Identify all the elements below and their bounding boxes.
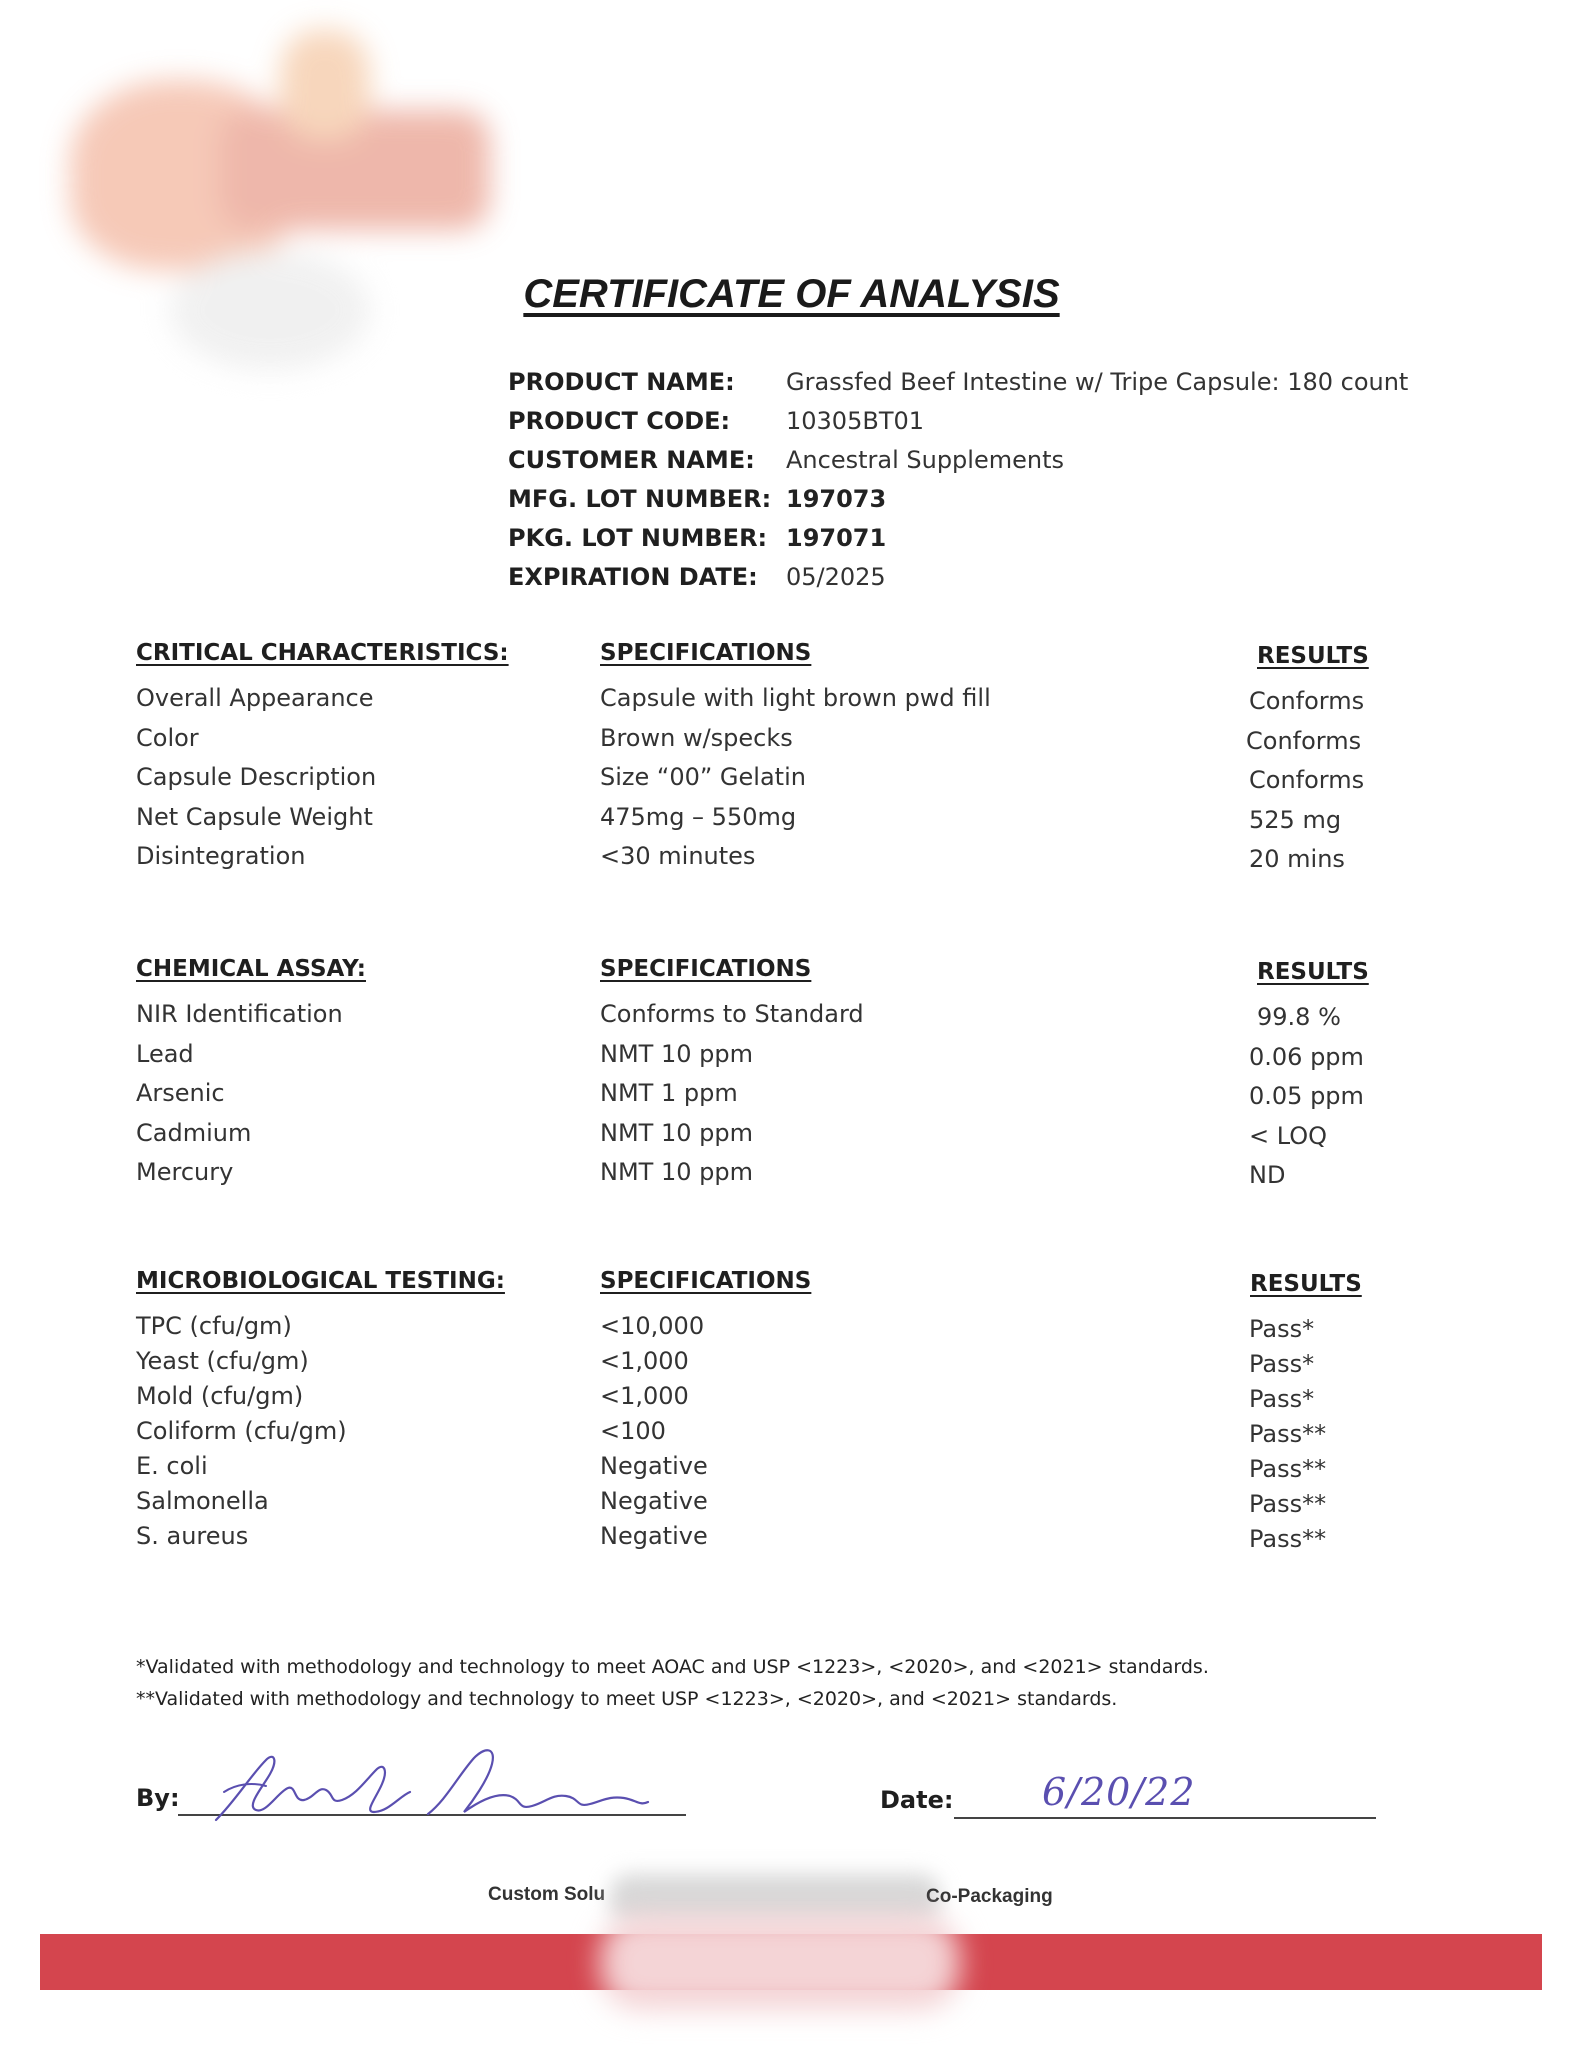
- test-spec: NMT 10 ppm: [600, 1118, 753, 1147]
- expiration-date-row: [508, 557, 1408, 596]
- document-title: CERTIFICATE OF ANALYSIS: [523, 272, 1060, 316]
- test-name: Lead: [136, 1039, 194, 1068]
- table-row: [136, 1158, 1386, 1198]
- test-name: Mercury: [136, 1158, 234, 1186]
- footnote-usp: **Validated with methodology and technology to meet USP <1223>, <2020>, and <2021> standards.: [136, 1688, 1118, 1710]
- table-row: [136, 724, 1386, 764]
- test-spec: Conforms to Standard: [600, 1000, 864, 1028]
- test-name: NIR Identification: [136, 1000, 343, 1028]
- table-row: [136, 1382, 1386, 1417]
- footnotes: [136, 1651, 1209, 1715]
- test-name: Salmonella: [136, 1487, 269, 1515]
- table-row: [136, 1312, 1386, 1347]
- test-spec: <100: [600, 1417, 666, 1445]
- test-name: Color: [136, 723, 199, 752]
- critical-characteristics-section: [136, 640, 1386, 882]
- table-row: [136, 1487, 1386, 1522]
- test-name: Disintegration: [136, 842, 306, 870]
- test-result: 99.8 %: [1257, 1003, 1341, 1031]
- results-heading: RESULTS: [1257, 643, 1369, 669]
- test-name: Overall Appearance: [136, 684, 374, 712]
- test-result: Pass**: [1249, 1525, 1327, 1553]
- table-row: [136, 1079, 1386, 1119]
- test-result: Conforms: [1249, 687, 1365, 715]
- spec-heading: SPECIFICATIONS: [600, 640, 812, 666]
- test-name: S. aureus: [136, 1522, 249, 1550]
- table-row: [136, 1452, 1386, 1487]
- section-header: [136, 640, 1386, 684]
- date-label: Date:: [880, 1786, 954, 1814]
- info-label: CUSTOMER NAME:: [508, 445, 755, 474]
- test-name: TPC (cfu/gm): [136, 1312, 292, 1340]
- test-name: Yeast (cfu/gm): [136, 1347, 309, 1375]
- by-label: By:: [136, 1784, 180, 1812]
- test-spec: <1,000: [600, 1347, 689, 1375]
- test-spec: NMT 10 ppm: [600, 1158, 753, 1186]
- table-row: [136, 1040, 1386, 1080]
- section-heading: MICROBIOLOGICAL TESTING:: [136, 1268, 505, 1294]
- test-spec: NMT 10 ppm: [600, 1039, 753, 1068]
- test-result: Pass**: [1249, 1490, 1327, 1518]
- test-result: Pass**: [1249, 1420, 1327, 1448]
- microbiological-testing-section: [136, 1268, 1386, 1557]
- customer-name-value: Ancestral Supplements: [786, 445, 1064, 474]
- pkg-lot-value: 197071: [786, 523, 887, 552]
- signoff-area: [136, 1740, 1386, 1830]
- test-result: Pass*: [1249, 1315, 1315, 1343]
- test-spec: Negative: [600, 1522, 708, 1550]
- table-row: [136, 1119, 1386, 1159]
- pkg-lot-row: [508, 518, 1408, 557]
- test-name: E. coli: [136, 1452, 208, 1480]
- test-name: Arsenic: [136, 1079, 225, 1107]
- section-heading: CHEMICAL ASSAY:: [136, 956, 366, 982]
- footer-company-left: Custom Solu: [488, 1884, 606, 1905]
- product-name-value: Grassfed Beef Intestine w/ Tripe Capsule: 180 count: [786, 367, 1409, 396]
- test-spec: Negative: [600, 1487, 708, 1515]
- test-name: Capsule Description: [136, 763, 377, 791]
- results-heading: RESULTS: [1257, 959, 1369, 985]
- table-row: [136, 1347, 1386, 1382]
- product-name-row: [508, 362, 1408, 401]
- spec-heading: SPECIFICATIONS: [600, 1268, 812, 1294]
- test-name: Coliform (cfu/gm): [136, 1417, 347, 1445]
- results-heading: RESULTS: [1250, 1271, 1362, 1297]
- table-row: [136, 684, 1386, 724]
- test-spec: <1,000: [600, 1382, 689, 1410]
- test-result: Pass**: [1249, 1455, 1327, 1483]
- product-code-value: 10305BT01: [786, 406, 925, 435]
- test-result: < LOQ: [1249, 1121, 1328, 1150]
- test-spec: NMT 1 ppm: [600, 1079, 738, 1107]
- test-result: 0.06 ppm: [1249, 1042, 1364, 1071]
- test-result: Conforms: [1249, 766, 1365, 794]
- table-row: [136, 763, 1386, 803]
- product-info-block: [508, 362, 1408, 596]
- date-line: [954, 1817, 1376, 1819]
- test-spec: <10,000: [600, 1312, 705, 1340]
- test-spec: Negative: [600, 1452, 708, 1480]
- test-result: 525 mg: [1249, 805, 1342, 834]
- test-name: Net Capsule Weight: [136, 802, 373, 831]
- customer-name-row: [508, 440, 1408, 479]
- info-label: PRODUCT NAME:: [508, 367, 735, 396]
- product-code-row: [508, 401, 1408, 440]
- table-row: [136, 1000, 1386, 1040]
- info-label: PRODUCT CODE:: [508, 406, 731, 435]
- test-spec: Capsule with light brown pwd fill: [600, 684, 991, 712]
- info-label: EXPIRATION DATE:: [508, 562, 758, 591]
- handwritten-signature: [196, 1740, 656, 1830]
- test-name: Cadmium: [136, 1118, 252, 1147]
- test-result: Conforms: [1246, 726, 1362, 755]
- info-label: MFG. LOT NUMBER:: [508, 484, 772, 513]
- test-spec: Size “00” Gelatin: [600, 763, 806, 791]
- test-result: ND: [1249, 1161, 1286, 1189]
- section-heading: CRITICAL CHARACTERISTICS:: [136, 640, 509, 666]
- footer-company-right: Co-Packaging: [926, 1886, 1053, 1907]
- test-result: 20 mins: [1249, 845, 1345, 873]
- test-result: 0.05 ppm: [1249, 1082, 1364, 1110]
- test-result: Pass*: [1249, 1350, 1315, 1378]
- footer-bar-redaction: [600, 1915, 960, 2010]
- mfg-lot-value: 197073: [786, 484, 887, 513]
- footnote-aoac: *Validated with methodology and technology to meet AOAC and USP <1223>, <2020>, and <2021> standards.: [136, 1656, 1209, 1678]
- test-spec: 475mg – 550mg: [600, 802, 797, 831]
- expiration-date-value: 05/2025: [786, 562, 886, 591]
- info-label: PKG. LOT NUMBER:: [508, 523, 768, 552]
- chemical-assay-section: [136, 956, 1386, 1198]
- section-header: [136, 956, 1386, 1000]
- test-name: Mold (cfu/gm): [136, 1382, 304, 1410]
- company-logo-blurred: [50, 20, 510, 390]
- test-spec: <30 minutes: [600, 842, 756, 870]
- table-row: [136, 803, 1386, 843]
- handwritten-date: 6/20/22: [1042, 1770, 1196, 1814]
- mfg-lot-row: [508, 479, 1408, 518]
- table-row: [136, 1522, 1386, 1557]
- table-row: [136, 1417, 1386, 1452]
- test-result: Pass*: [1249, 1385, 1315, 1413]
- test-spec: Brown w/specks: [600, 723, 793, 752]
- section-header: [136, 1268, 1386, 1312]
- table-row: [136, 842, 1386, 882]
- spec-heading: SPECIFICATIONS: [600, 956, 812, 982]
